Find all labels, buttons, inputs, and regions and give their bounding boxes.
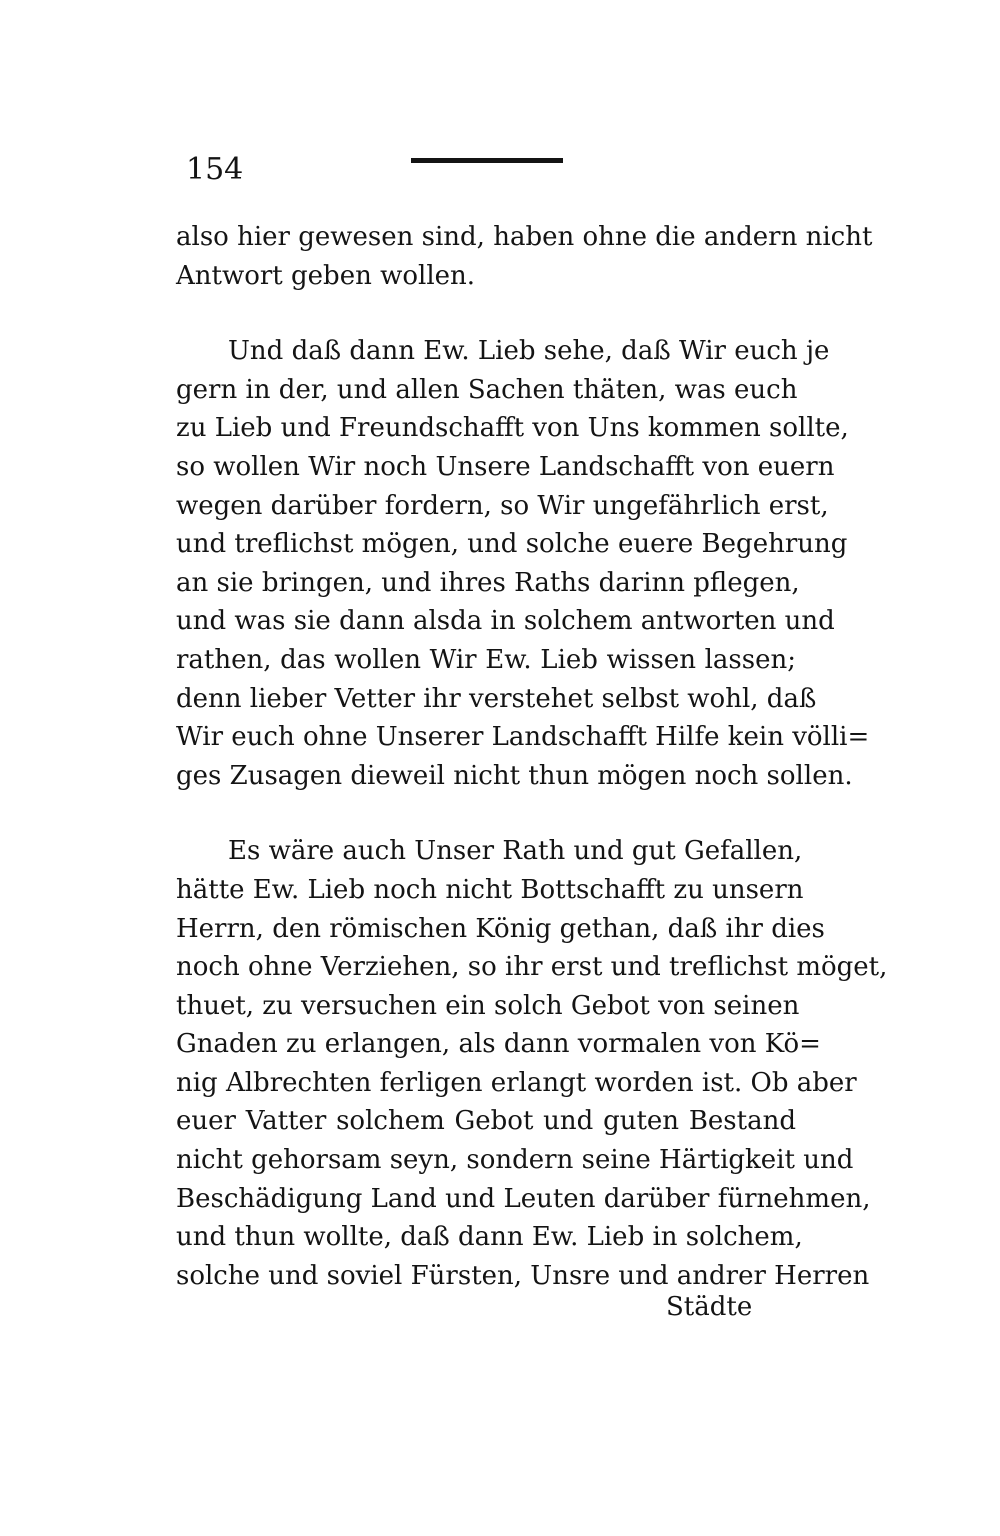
paragraph-gap	[176, 295, 796, 332]
text-line: und treflichst mögen, und solche euere Begehrung	[176, 529, 848, 560]
text-line: solche und soviel Fürsten, Unsre und andrer Herren	[176, 1260, 870, 1291]
text-line: euer Vatter solchem Gebot und guten Bestand	[176, 1106, 796, 1137]
header-rule	[411, 158, 563, 163]
text-line: und was sie dann alsda in solchem antworten und	[176, 606, 835, 637]
text-line: zu Lieb und Freundschafft von Uns kommen sollte,	[176, 413, 849, 444]
catchword: Städte	[666, 1292, 753, 1322]
text-line: nicht gehorsam seyn, sondern seine Härtigkeit und	[176, 1145, 854, 1176]
paragraph	[176, 218, 873, 295]
paragraph	[176, 832, 888, 1295]
paragraph-gap	[176, 795, 796, 832]
text-line: ges Zusagen dieweil nicht thun mögen noch sollen.	[176, 760, 853, 791]
body-text	[176, 218, 888, 1295]
text-line: hätte Ew. Lieb noch nicht Bottschafft zu unsern	[176, 874, 804, 905]
text-line: so wollen Wir noch Unsere Landschafft von euern	[176, 451, 835, 482]
text-line: nig Albrechten ferligen erlangt worden ist. Ob aber	[176, 1067, 857, 1098]
text-line: noch ohne Verziehen, so ihr erst und treflichst möget,	[176, 952, 888, 983]
text-line: Wir euch ohne Unserer Landschafft Hilfe kein völli=	[176, 722, 870, 753]
text-line: denn lieber Vetter ihr verstehet selbst wohl, daß	[176, 683, 817, 714]
page-number: 154	[186, 152, 244, 187]
text-line: Herrn, den römischen König gethan, daß ihr dies	[176, 913, 825, 944]
text-line: also hier gewesen sind, haben ohne die andern nicht	[176, 222, 873, 252]
text-line: Antwort geben wollen.	[176, 260, 476, 291]
text-line: wegen darüber fordern, so Wir ungefährlich erst,	[176, 490, 829, 521]
text-line: thuet, zu versuchen ein solch Gebot von seinen	[176, 990, 800, 1021]
text-line: Gnaden zu erlangen, als dann vormalen von Kö=	[176, 1029, 821, 1060]
text-line: Es wäre auch Unser Rath und gut Gefallen,	[228, 836, 803, 867]
text-line: Beschädigung Land und Leuten darüber fürnehmen,	[176, 1183, 871, 1214]
paragraph	[176, 332, 870, 795]
text-line: rathen, das wollen Wir Ew. Lieb wissen lassen;	[176, 644, 796, 675]
text-line: gern in der, und allen Sachen thäten, was euch	[176, 374, 798, 405]
text-line: Und daß dann Ew. Lieb sehe, daß Wir euch je	[228, 336, 830, 367]
page-header	[186, 150, 786, 190]
text-line: und thun wollte, daß dann Ew. Lieb in solchem,	[176, 1222, 803, 1253]
text-line: an sie bringen, und ihres Raths darinn pflegen,	[176, 567, 800, 598]
